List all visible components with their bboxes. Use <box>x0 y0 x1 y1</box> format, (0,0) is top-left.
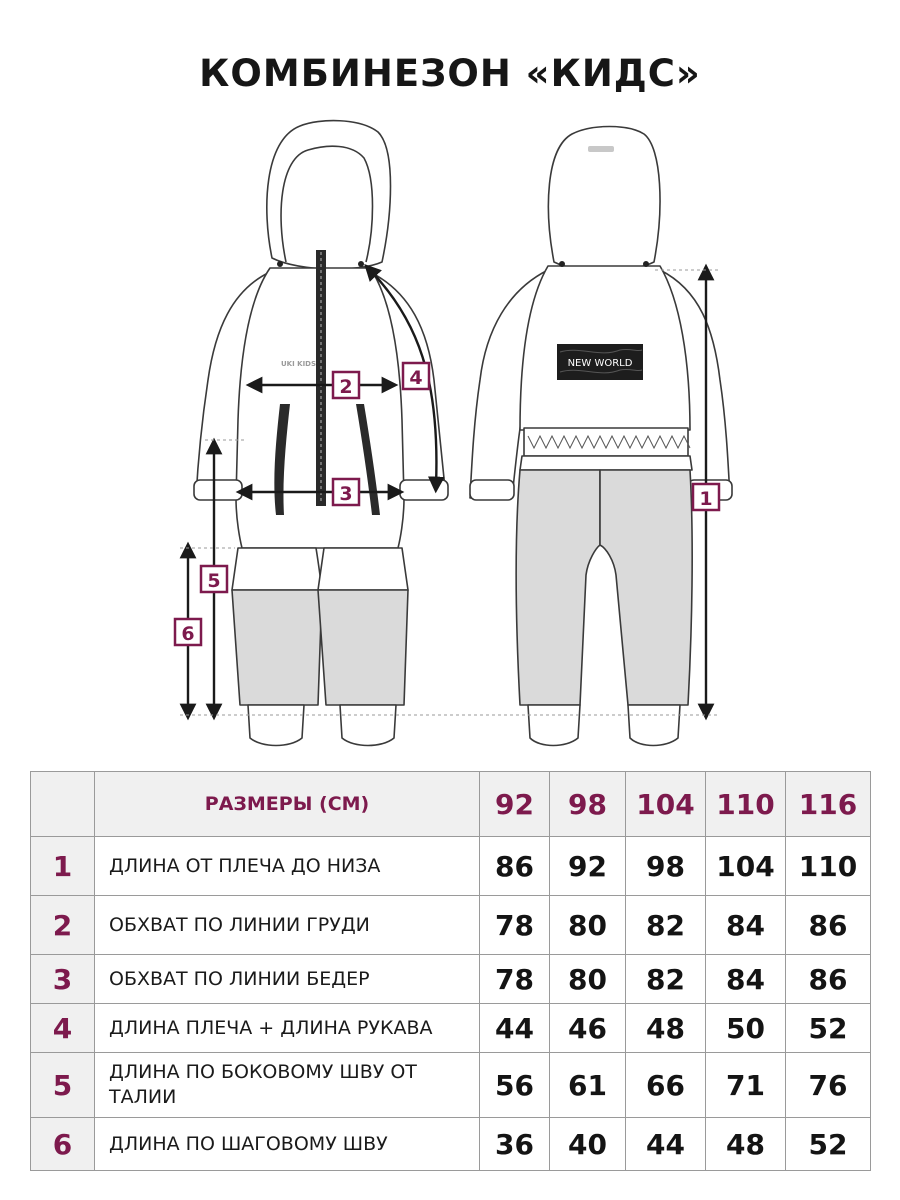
cell-value: 48 <box>706 1118 786 1171</box>
cell-value: 78 <box>480 896 550 955</box>
svg-text:1: 1 <box>699 488 713 510</box>
row-label: ДЛИНА ПЛЕЧА + ДЛИНА РУКАВА <box>95 1004 480 1053</box>
svg-text:2: 2 <box>339 376 353 398</box>
svg-text:4: 4 <box>409 367 423 389</box>
svg-text:5: 5 <box>207 570 221 592</box>
row-label: ДЛИНА ПО ШАГОВОМУ ШВУ <box>95 1118 480 1171</box>
row-number: 2 <box>31 896 95 955</box>
page-title: КОМБИНЕЗОН «КИДС» <box>199 52 701 95</box>
row-label: ОБХВАТ ПО ЛИНИИ ГРУДИ <box>95 896 480 955</box>
svg-text:6: 6 <box>181 623 195 645</box>
front-left-leg-upper <box>232 548 322 590</box>
cell-value: 78 <box>480 955 550 1004</box>
marker-5 <box>201 566 227 592</box>
back-left-leg <box>516 470 600 705</box>
cell-value: 66 <box>626 1053 706 1118</box>
cell-value: 84 <box>706 955 786 1004</box>
marker-2 <box>333 372 359 398</box>
svg-text:3: 3 <box>339 483 353 505</box>
back-reflective-stripe <box>588 146 614 152</box>
table-row <box>31 1053 871 1118</box>
table-row <box>31 1118 871 1171</box>
cell-value: 61 <box>550 1053 626 1118</box>
cell-value: 36 <box>480 1118 550 1171</box>
back-right-leg <box>600 470 692 705</box>
header-size: 110 <box>706 772 786 837</box>
back-patch-text: NEW WORLD <box>567 358 633 369</box>
cell-value: 80 <box>550 955 626 1004</box>
row-label: ДЛИНА ПО БОКОВОМУ ШВУ ОТ ТАЛИИ <box>95 1053 480 1118</box>
row-number: 1 <box>31 837 95 896</box>
table-row <box>31 955 871 1004</box>
marker-3 <box>333 479 359 505</box>
cell-value: 86 <box>480 837 550 896</box>
table-row <box>31 1004 871 1053</box>
header-corner <box>31 772 95 837</box>
front-right-cuff <box>400 480 448 500</box>
cell-value: 50 <box>706 1004 786 1053</box>
cell-value: 52 <box>786 1004 871 1053</box>
cell-value: 46 <box>550 1004 626 1053</box>
cell-value: 71 <box>706 1053 786 1118</box>
size-table-header <box>31 772 871 837</box>
cell-value: 110 <box>786 837 871 896</box>
header-size: 98 <box>550 772 626 837</box>
cell-value: 56 <box>480 1053 550 1118</box>
header-size: 92 <box>480 772 550 837</box>
marker-4 <box>403 363 429 389</box>
cell-value: 104 <box>706 837 786 896</box>
front-logo-text: UKI KIDS <box>281 360 317 368</box>
table-row <box>31 896 871 955</box>
row-number: 6 <box>31 1118 95 1171</box>
back-view <box>470 127 732 746</box>
row-number: 3 <box>31 955 95 1004</box>
front-left-leg-lower <box>232 590 322 705</box>
cell-value: 92 <box>550 837 626 896</box>
row-number: 5 <box>31 1053 95 1118</box>
cell-value: 80 <box>550 896 626 955</box>
cell-value: 52 <box>786 1118 871 1171</box>
header-size: 104 <box>626 772 706 837</box>
front-left-foot <box>248 705 304 746</box>
row-label: ОБХВАТ ПО ЛИНИИ БЕДЕР <box>95 955 480 1004</box>
cell-value: 44 <box>626 1118 706 1171</box>
cell-value: 44 <box>480 1004 550 1053</box>
cell-value: 82 <box>626 896 706 955</box>
row-label: ДЛИНА ОТ ПЛЕЧА ДО НИЗА <box>95 837 480 896</box>
cell-value: 98 <box>626 837 706 896</box>
front-right-foot <box>340 705 396 746</box>
cell-value: 86 <box>786 896 871 955</box>
cell-value: 76 <box>786 1053 871 1118</box>
cell-value: 82 <box>626 955 706 1004</box>
header-sizes-label: РАЗМЕРЫ (СМ) <box>95 772 480 837</box>
header-size: 116 <box>786 772 871 837</box>
marker-6 <box>175 619 201 645</box>
table-row <box>31 837 871 896</box>
cell-value: 86 <box>786 955 871 1004</box>
front-right-leg-upper <box>318 548 408 590</box>
cell-value: 48 <box>626 1004 706 1053</box>
front-right-leg-lower <box>318 590 408 705</box>
front-left-cuff <box>194 480 242 500</box>
marker-1 <box>693 484 719 510</box>
row-number: 4 <box>31 1004 95 1053</box>
cell-value: 84 <box>706 896 786 955</box>
size-table <box>30 771 871 1171</box>
cell-value: 40 <box>550 1118 626 1171</box>
